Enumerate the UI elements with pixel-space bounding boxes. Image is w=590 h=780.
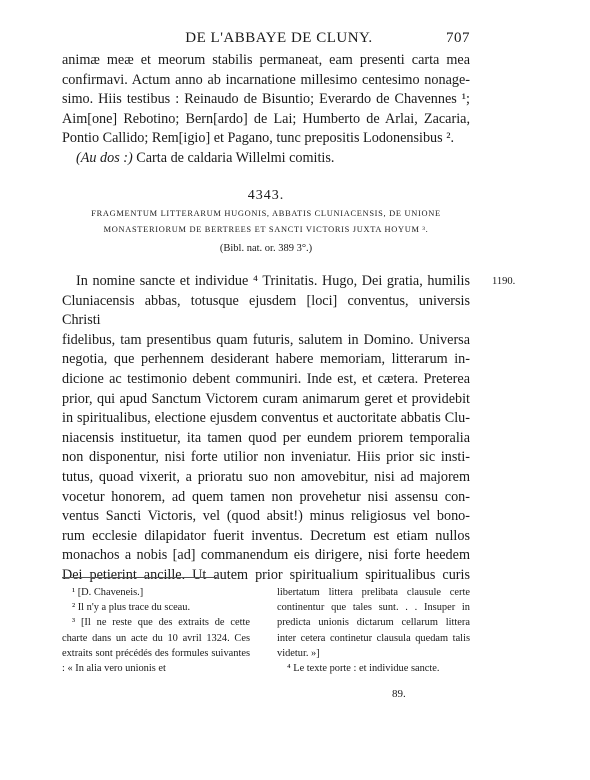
text-line: Pontio Callido; Rem[igio] et Pagano, tunc prepositis Lodonensibus ². [62, 130, 455, 147]
text-line: prior, qui apud Sanctum Victorem curam animarum geret et providebit [62, 390, 470, 407]
text-line: Dei petierint ancille. Ut autem prior spiritualium spiritualibus curis [62, 566, 470, 583]
dorse-text: Carta de caldaria Willelmi comitis. [132, 149, 335, 166]
footnote-rule [62, 577, 217, 578]
footnote: ² Il n'y a plus trace du sceau. [72, 602, 191, 614]
text-line: niacensis instituetur, ita tamen quod per eundem priorem temporalia [62, 429, 470, 446]
text-line: fidelibus, tam presentibus quam futuris, salutem in Domino. Universa [62, 331, 470, 348]
document-source: (Bibl. nat. or. 389 3°.) [219, 243, 313, 254]
page-number: 707 [446, 30, 470, 46]
text-line: ventus Sancti Victoris, vel (quod absit!) minus religiosus vel bono- [62, 508, 470, 525]
text-line: confirmavi. Actum anno ab incarnatione millesimo centesimo nonage- [62, 71, 470, 88]
charter-text [62, 272, 470, 586]
footnote-continuation: libertatum littera prelibata clausule certe continentur que tales sunt. . . Insuper in predicta unionis dictarum cellarum littera inter cetera continetur clausula quedam talis videtur. »] [277, 587, 470, 659]
footnote: ³ [Il ne reste que des extraits de cette charte dans un acte du 10 avril 1324. Ces extraits sont précédés des formules suivantes : « In alia vero unionis et [62, 617, 250, 675]
text-line: tutus, quoad vixerit, a prioratu suo non amovebitur, nisi ad majorem [62, 468, 470, 485]
running-head [62, 30, 470, 47]
text-line: Cluniacensis abbas, totusque ejusdem [loci] conventus, universis Christi [62, 292, 470, 329]
footnote: ⁴ Le texte porte : et individue sancte. [287, 663, 440, 675]
footnotes-right-column [277, 585, 470, 676]
text-line: in spiritualibus, electione ejusdem conventus et auctoritate abbatis Clu- [62, 410, 470, 427]
text-line: non disponentur, nisi forte utilior non inveniatur. Hiis prior sic insti- [62, 449, 470, 466]
text-line: vocetur honorem, ad quem tamen non provehetur nisi assensu con- [62, 488, 470, 505]
footnotes-left-column [62, 585, 250, 676]
heading-line: MONASTERIORUM DE BERTREES ET SANCTI VICTORIS JUXTA HOYUM ³. [103, 225, 429, 234]
signature-mark: 89. [392, 688, 406, 700]
document-number: 4343. [247, 188, 285, 203]
text-line: dicione ac testimonio debent communiri. Inde est, et cætera. Preterea [62, 370, 470, 387]
text-line: animæ meæ et meorum stabilis permaneat, eam presenti carta mea [62, 52, 470, 68]
text-line: simo. Hiis testibus : Reinaudo de Bisuntio; Everardo de Chavennes ¹; [62, 91, 470, 108]
dorse-note [62, 149, 470, 169]
text-line: rum ecclesie dilapidator fuerit inventus. Decretum est etiam nullos [62, 527, 470, 544]
text-line: negotia, que perhennem desiderant habere memoriam, litterarum in- [62, 351, 470, 368]
document-heading [62, 206, 470, 238]
text-line: Aim[one] Rebotino; Bern[ardo] de Lai; Humberto de Arlai, Zacaria, [62, 110, 470, 127]
running-head-title: DE L'ABBAYE DE CLUNY. [185, 30, 373, 46]
heading-line: FRAGMENTUM LITTERARUM HUGONIS, ABBATIS CLUNIACENSIS, DE UNIONE [91, 209, 441, 218]
margin-date: 1190. [492, 276, 516, 287]
text-line: monachos a nobis [ad] commanendum eis dirigere, nisi forte heedem [62, 547, 470, 564]
footnote: ¹ [D. Chaveneis.] [72, 587, 144, 598]
dorse-label: (Au dos :) [76, 149, 133, 166]
previous-charter-ending [62, 51, 470, 169]
text-line: In nomine sancte et individue ⁴ Trinitatis. Hugo, Dei gratia, humilis [76, 273, 470, 289]
